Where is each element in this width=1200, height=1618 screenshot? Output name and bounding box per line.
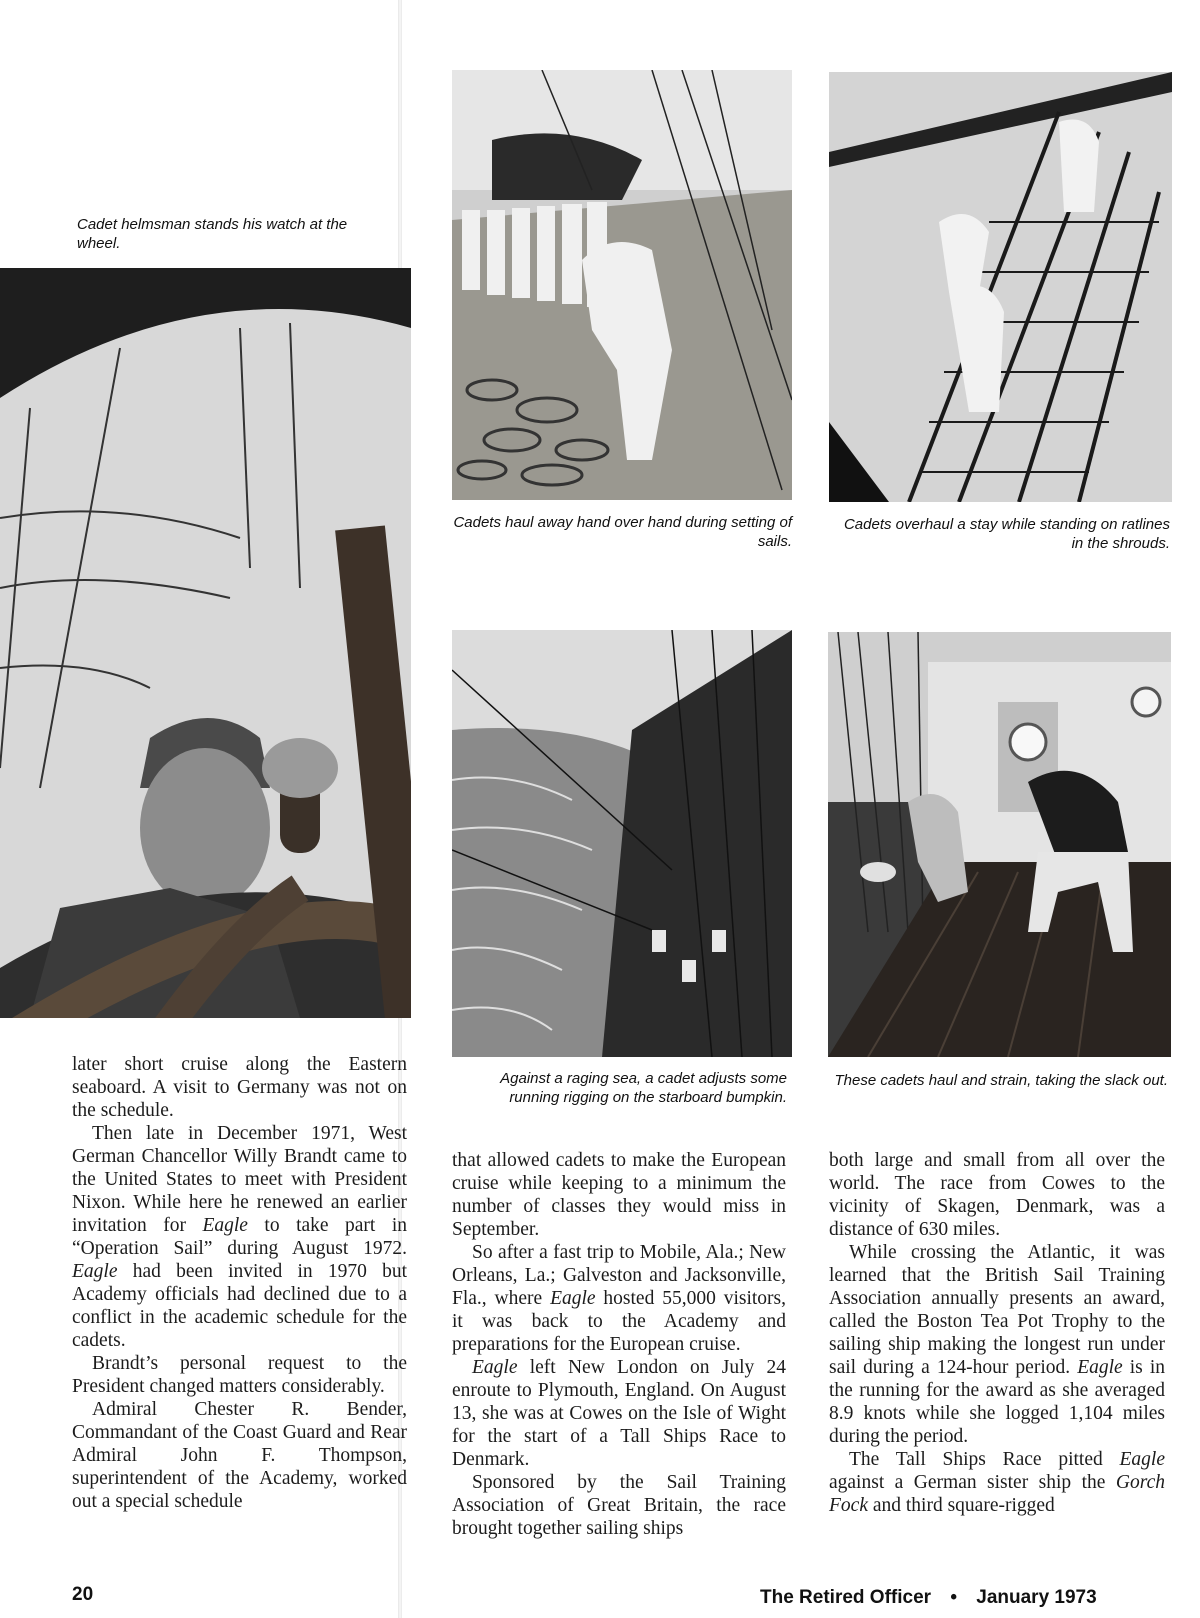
paragraph: Eagle left New London on July 24 enroute to Plymouth, England. On August 13, she was at Cowes on the Isle of Wight for the start of a Tall Ships Race to Denmark. <box>452 1357 786 1470</box>
caption-overhaul-stay: Cadets overhaul a stay while standing on ratlines in the shrouds. <box>843 516 1170 552</box>
caption-haul-strain: These cadets haul and strain, taking the slack out. <box>834 1072 1168 1089</box>
paragraph: So after a fast trip to Mobile, Ala.; New Orleans, La.; Galveston and Jacksonville, Fla., where Eagle hosted 55,000 visitors, it was back to the Academy and preparations for the European cruise. <box>452 1242 786 1355</box>
paragraph: While crossing the Atlantic, it was learned that the British Sail Training Association annually presents an award, called the Boston Tea Pot Trophy to the sailing ship making the longest run under sail during a 124-hour period. Eagle is in the running for the award as she averaged 8.9 knots while she logged 1,104 miles during the period. <box>829 1242 1165 1447</box>
paragraph: Then late in December 1971, West German Chancellor Willy Brandt came to the United States to meet with President Nixon. While here he renewed an earlier invitation for Eagle to take part in “Operation Sail” during August 1972. Eagle had been invited in 1970 but Academy officials had declined due to a conflict in the academic schedule for the cadets. <box>72 1123 407 1351</box>
caption-raging-sea: Against a raging sea, a cadet adjusts some running rigging on the starboard bumpkin. <box>500 1070 787 1106</box>
article-column-1 <box>72 1053 407 1513</box>
paragraph: Sponsored by the Sail Training Association of Great Britain, the race brought together sailing ships <box>452 1472 786 1539</box>
page-number: 20 <box>72 1584 94 1605</box>
article-column-2 <box>452 1149 786 1540</box>
footer-separator: • <box>950 1587 957 1608</box>
deck-hauling-photo <box>452 70 792 500</box>
publication-name: The Retired Officer <box>760 1587 932 1608</box>
paragraph: that allowed cadets to make the European cruise while keeping to a minimum the number of classes they would miss in September. <box>452 1150 786 1240</box>
running-footer <box>760 1587 1097 1609</box>
issue-date: January 1973 <box>976 1587 1097 1608</box>
caption-haul-away: Cadets haul away hand over hand during setting of sails. <box>453 514 792 550</box>
ratlines-photo <box>829 72 1172 502</box>
paragraph: The Tall Ships Race pitted Eagle against a German sister ship the Gorch Fock and third square-rigged <box>829 1449 1165 1516</box>
paragraph: Brandt’s personal request to the President changed matters considerably. <box>72 1353 407 1397</box>
helmsman-photo <box>0 268 411 1018</box>
caption-helmsman: Cadet helmsman stands his watch at the wheel. <box>77 216 348 252</box>
article-column-3 <box>829 1149 1165 1517</box>
deck-strain-photo <box>828 632 1171 1057</box>
paragraph: both large and small from all over the world. The race from Cowes to the vicinity of Skagen, Denmark, was a distance of 630 miles. <box>829 1150 1165 1240</box>
paragraph: later short cruise along the Eastern seaboard. A visit to Germany was not on the schedule. <box>72 1054 407 1121</box>
rigging-at-sea-photo <box>452 630 792 1057</box>
paragraph: Admiral Chester R. Bender, Commandant of the Coast Guard and Rear Admiral John F. Thompson, superintendent of the Academy, worked out a special schedule <box>72 1399 407 1512</box>
